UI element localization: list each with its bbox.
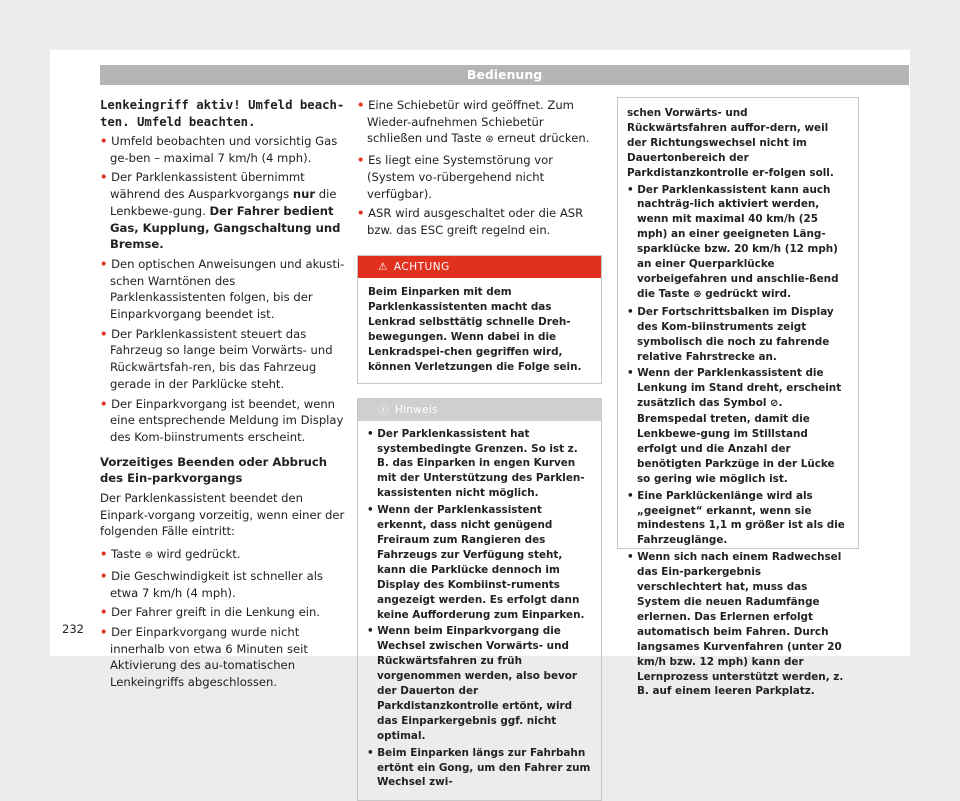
list-item: • Wenn der Parklenkassistent erkennt, dass nicht genügend Freiraum zum Rangieren des Fahrzeugs zur Verfügung steht, kann die Parklücke dennoch im Display des Kombiinst-ruments angezeigt werden. Es erfolgt dann keine Aufforderung zum Einparken.: [367, 504, 585, 621]
bullet-icon: •: [100, 624, 108, 639]
list-item-text: Die Geschwindigkeit ist schneller als etwa 7 km/h (4 mph).: [110, 568, 323, 600]
bullet-icon: •: [357, 153, 365, 168]
list-item: • Der Parklenkassistent kann auch nachträg-lich aktiviert werden, wenn mit maximal 40 km/h (25 mph) an einer geeigneten Läng-sparklücke bzw. 20 km/h (12 mph) an einer Querparklücke vorbeigefahren und anschlie-ßend die Taste ⊛ gedrückt wird.: [627, 183, 839, 300]
bullet-icon: •: [100, 605, 108, 620]
list-item-text: Wenn der Parklenkassistent erkennt, dass nicht genügend Freiraum zum Rangieren des Fahrzeugs zur Verfügung steht, kann die Parklücke dennoch im Display des Kombiinst-ruments angezeigt werden. Es erfolgt dann keine Aufforderung zum Einparken.: [377, 504, 585, 621]
list-item: [357, 152, 602, 202]
bullet-icon: •: [100, 326, 108, 341]
list-item: • Beim Einparken längs zur Fahrbahn ertönt ein Gong, um den Fahrer zum Wechsel zwi-: [367, 746, 591, 789]
list-item: [100, 396, 345, 446]
list-item-text: Wenn sich nach einem Radwechsel das Ein-parkergebnis verschlechtert hat, muss das System die neuen Radumfänge erlernen. Das Erlernen erfolgt automatisch beim Fahren. Durch langsames Kurvenfahren (unter 20 km/h bzw. 12 mph) kann der Lernprozess unterstützt werden, z. B. auf einem leeren Parkplatz.: [637, 551, 844, 698]
list-item-text: . Bremspedal treten, damit die Lenkbewe-gung im Stillstand erfolgt und die Anzahl der benötigten Parkzüge in der Lücke so gering wie möglich ist.: [637, 397, 835, 485]
list-item-text: Taste: [111, 547, 145, 562]
list-item-text: Der Einparkvorgang wurde nicht innerhalb von etwa 6 Minuten seit Aktivierung des au-tomatischen Lenkeingriffs abgeschlossen.: [110, 624, 308, 690]
hint-body: [358, 421, 601, 801]
list-item: [100, 604, 345, 621]
list-item-text: Beim Einparken längs zur Fahrbahn ertönt ein Gong, um den Fahrer zum Wechsel zwi-: [377, 746, 591, 789]
list-item: [100, 256, 345, 323]
list-item-text: Eine Schiebetür wird geöffnet. Zum Wieder-aufnehmen Schiebetür schließen und Taste: [367, 98, 574, 146]
list-item-text: erneut drücken.: [493, 131, 590, 146]
list-item: [100, 169, 345, 253]
park-assist-button-icon: ⊛: [144, 550, 154, 562]
info-icon: ⓘ: [378, 403, 389, 416]
hint-box: [357, 398, 602, 801]
list-item: [100, 326, 345, 393]
page-number: 232: [62, 622, 84, 636]
list-item-text: Der Parklenkassistent kann auch nachträg-lich aktiviert werden, wenn mit maximal 40 km/h (25 mph) an einer geeigneten Läng-sparklücke bzw. 20 km/h (12 mph) an einer Querparklücke vorbeigefahren und anschlie-ßend die Taste: [637, 183, 839, 300]
hint-body-continued: [618, 98, 858, 709]
list-item-text: Der Parklenkassistent übernimmt während des Ausparkvorgangs: [110, 170, 305, 202]
emphasis-text: nur: [292, 187, 316, 202]
hint-box-continued: [617, 97, 859, 698]
warning-text: Beim Einparken mit dem Parklenkassistenten macht das Lenkrad selbsttätig schnelle Dreh-bewegungen. Wenn dabei in die Lenkradspei-chen gegriffen wird, können Verletzungen die Folge sein.: [368, 285, 582, 373]
list-item-text: wird gedrückt.: [153, 547, 241, 562]
column-left: [100, 97, 345, 694]
list-item-text: Der Parklenkassistent steuert das Fahrzeug so lange beim Vorwärts- und Rückwärtsfah-ren, bis das Fahrzeug gerade in der Parklücke steht.: [110, 326, 333, 391]
warning-label: ACHTUNG: [393, 260, 450, 273]
bullet-icon: •: [100, 568, 108, 583]
list-item-text: Der Fortschrittsbalken im Display des Kom-biinstruments zeigt symbolisch die noch zu fahrende relative Fahrstrecke an.: [637, 305, 834, 363]
section-intro: Der Parklenkassistent beendet den Einpark-vorgang vorzeitig, wenn einer der folgenden Fälle eintritt:: [100, 491, 345, 539]
hint-header: [358, 399, 601, 421]
list-item-text: gedrückt wird.: [701, 287, 792, 300]
brake-pedal-symbol-icon: ⊘: [770, 398, 779, 410]
list-item: [357, 97, 602, 149]
bullet-icon: •: [100, 256, 108, 271]
bullet-icon: •: [357, 206, 365, 221]
list-item: [100, 133, 345, 166]
section-heading: Vorzeitiges Beenden oder Abbruch des Ein-parkvorgangs: [100, 454, 328, 486]
list-item: [100, 568, 345, 601]
list-item-text: Es liegt eine Systemstörung vor (System vo-rübergehend nicht verfügbar).: [367, 153, 553, 201]
list-item: • Der Parklenkassistent hat systembedingte Grenzen. So ist z. B. das Einparken in engen Kurven mit der Unterstützung des Parklen-kassistenten nicht möglich.: [367, 427, 585, 500]
list-item-text: Wenn beim Einparkvorgang die Wechsel zwischen Vorwärts- und Rückwärtsfahren zu früh vorgenommen werden, also bevor der Dauerton der Parkdistanzkontrolle ertönt, wird das Einparkergebnis ggf. nicht optimal.: [377, 625, 578, 742]
list-item-text: Umfeld beobachten und vorsichtig Gas ge-ben – maximal 7 km/h (4 mph).: [110, 134, 338, 165]
list-item-text: die Lenkbewe-gung.: [110, 187, 337, 218]
hint-continuation: schen Vorwärts- und Rückwärtsfahren auffor-dern, weil der Richtungswechsel nicht im Dauertonbereich der Parkdistanzkontrolle er-folgen soll.: [627, 107, 834, 179]
list-item-text: Der Parklenkassistent hat systembedingte Grenzen. So ist z. B. das Einparken in engen Kurven mit der Unterstützung des Parklen-kassistenten nicht möglich.: [377, 427, 585, 500]
list-item: • Wenn beim Einparkvorgang die Wechsel zwischen Vorwärts- und Rückwärtsfahren zu früh vorgenommen werden, also bevor der Dauerton der Parkdistanzkontrolle ertönt, wird das Einparkergebnis ggf. nicht optimal.: [367, 625, 578, 742]
list-item-text: Eine Parklückenlänge wird als „geeignet“ erkannt, wenn sie mindestens 1,1 m größer ist als die Fahrzeuglänge.: [637, 489, 845, 547]
manual-page: [50, 50, 910, 789]
warning-box: [357, 255, 602, 384]
warning-header: [358, 256, 601, 278]
display-message-title: Lenkeingriff aktiv! Umfeld beach-ten. Umfeld beachten.: [100, 98, 345, 129]
list-item-text: Der Fahrer greift in die Lenkung ein.: [111, 605, 320, 620]
park-assist-button-icon: ⊛: [485, 134, 494, 146]
list-item-text: ASR wird ausgeschaltet oder die ASR bzw. das ESC greift regelnd ein.: [367, 206, 584, 237]
column-middle: [357, 97, 602, 801]
column-right: [617, 97, 859, 698]
list-item: [100, 624, 345, 691]
list-item-text: Den optischen Anweisungen und akusti-schen Warntönen des Parklenkassistenten folgen, bis der Einparkvorgang beendet ist.: [110, 256, 345, 322]
list-item-text: Wenn der Parklenkassistent die Lenkung im Stand dreht, erscheint zusätzlich das Symbol: [637, 367, 842, 410]
bullet-icon: •: [100, 396, 108, 411]
list-item: [357, 205, 602, 238]
list-item-text: Der Einparkvorgang ist beendet, wenn eine entsprechende Meldung im Display des Kom-biinstruments erscheint.: [110, 396, 344, 444]
bullet-icon: •: [100, 547, 108, 562]
warning-triangle-icon: ⚠: [378, 260, 388, 273]
list-item: • Wenn der Parklenkassistent die Lenkung im Stand dreht, erscheint zusätzlich das Symbol ⊘. Bremspedal treten, damit die Lenkbewe-gung im Stillstand erfolgt und die Anzahl der benötigten Parkzüge in der Lücke so gering wie möglich ist.: [627, 367, 842, 485]
bullet-icon: •: [100, 170, 108, 185]
list-item: [100, 546, 345, 565]
hint-label: Hinweis: [394, 403, 438, 416]
bullet-icon: •: [100, 134, 108, 148]
section-header: Bedienung: [100, 65, 909, 85]
list-item: • Der Fortschrittsbalken im Display des Kom-biinstruments zeigt symbolisch die noch zu fahrende relative Fahrstrecke an.: [627, 305, 834, 363]
list-item: • Wenn sich nach einem Radwechsel das Ein-parkergebnis verschlechtert hat, muss das System die neuen Radumfänge erlernen. Das Erlernen erfolgt automatisch beim Fahren. Durch langsames Kurvenfahren (unter 20 km/h bzw. 12 mph) kann der Lernprozess unterstützt werden, z. B. auf einem leeren Parkplatz.: [627, 551, 844, 698]
emphasis-text: Der Fahrer bedient Gas, Kupplung, Gangschaltung und Bremse.: [110, 203, 341, 252]
list-item: • Eine Parklückenlänge wird als „geeignet“ erkannt, wenn sie mindestens 1,1 m größer ist als die Fahrzeuglänge.: [627, 489, 845, 547]
park-assist-button-icon: ⊛: [693, 288, 702, 300]
bullet-icon: •: [357, 98, 365, 112]
